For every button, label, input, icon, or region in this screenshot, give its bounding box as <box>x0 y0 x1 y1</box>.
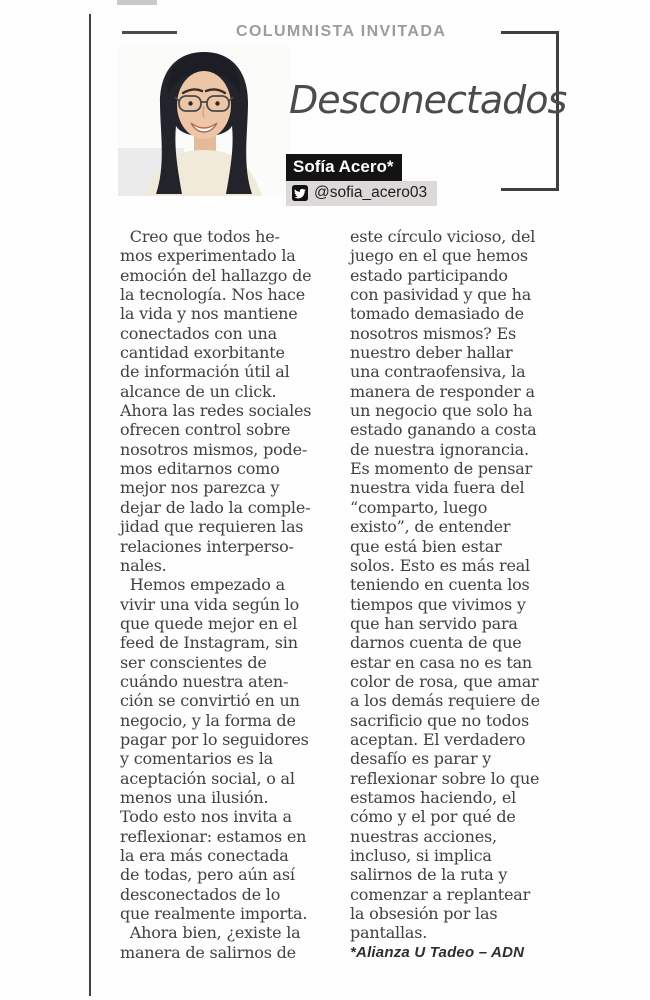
text-line: feed de Instagram, sin <box>120 633 298 653</box>
author-name-bar: Sofía Acero* <box>286 154 402 181</box>
text-line: ción se convirtió en un <box>120 691 300 711</box>
twitter-handle-text: @sofia_acero03 <box>314 184 428 201</box>
article-headline: Desconectados <box>289 78 567 122</box>
text-line: reflexionar sobre lo que <box>350 768 540 788</box>
text-line: que realmente importa. <box>120 904 308 924</box>
text-line: este círculo vicioso, del <box>350 227 536 246</box>
text-line: una contraofensiva, la <box>350 362 526 382</box>
text-line: tiempos que vivimos y <box>350 594 526 614</box>
text-line: solos. Esto es más real <box>350 555 530 575</box>
text-line: incluso, si implica <box>350 846 492 865</box>
text-line: la vida y nos mantiene <box>120 304 298 324</box>
text-line: vivir una vida según lo <box>120 594 300 614</box>
text-line: estar en casa no es tan <box>350 652 533 672</box>
text-line: comenzar a replantear <box>350 884 531 904</box>
twitter-bird-icon <box>292 185 308 201</box>
text-line: manera de responder a <box>350 381 535 401</box>
text-line: Es momento de pensar <box>350 459 533 479</box>
text-line: ser conscientes de <box>120 652 267 672</box>
text-line: que han servido para <box>350 613 518 633</box>
text-line: mejor nos parezca y <box>120 478 280 498</box>
text-line: estado participando <box>350 265 508 285</box>
author-affiliation-credit: *Alianza U Tadeo – ADN <box>350 944 525 961</box>
text-line: alcance de un click. <box>120 381 277 401</box>
text-line: de información útil al <box>120 362 290 382</box>
section-label: COLUMNISTA INVITADA <box>236 23 447 40</box>
text-line: tomado demasiado de <box>350 304 524 324</box>
text-line: pagar por lo seguidores <box>120 729 309 749</box>
text-line: jidad que requieren las <box>120 517 304 537</box>
text-line: nuestro deber hallar <box>350 343 513 363</box>
text-line: pantallas. <box>350 923 428 943</box>
text-line: y comentarios es la <box>120 749 273 769</box>
text-line: mos editarnos como <box>120 459 280 479</box>
text-line: darnos cuenta de que <box>350 633 522 653</box>
header-bracket-bottom <box>501 188 559 191</box>
text-line: Creo que todos he- <box>120 227 280 246</box>
text-line: Todo esto nos invita a <box>120 807 292 827</box>
text-line: a los demás requiere de <box>350 691 540 711</box>
article-column-left <box>120 227 334 962</box>
text-line: desafío es parar y <box>350 749 492 769</box>
text-line: estamos haciendo, el <box>350 787 517 807</box>
text-line: salirnos de la ruta y <box>350 865 508 885</box>
text-line: Hemos empezado a <box>120 575 285 595</box>
text-line: nosotros mismos? Es <box>350 323 517 343</box>
text-line: manera de salirnos de <box>120 942 296 962</box>
text-line: cantidad exorbitante <box>120 343 285 363</box>
text-line: cuándo nuestra aten- <box>120 671 289 691</box>
text-line: de nuestra ignorancia. <box>350 439 529 459</box>
text-line: existo”, de entender <box>350 517 511 537</box>
text-line: aceptación social, o al <box>120 768 295 788</box>
text-line: estado ganando a costa <box>350 420 537 440</box>
left-column-rule <box>89 14 91 996</box>
text-line: la obsesión por las <box>350 904 498 924</box>
text-line: que está bien estar <box>350 536 502 556</box>
page-edge-artifact <box>117 0 157 5</box>
text-line: conectados con una <box>120 323 278 343</box>
text-line: que quede mejor en el <box>120 613 298 633</box>
text-line: ofrecen control sobre <box>120 420 291 440</box>
text-line: un negocio que solo ha <box>350 401 533 421</box>
text-line: reflexionar: estamos en <box>120 826 307 846</box>
portrait-illustration <box>118 44 290 196</box>
text-line: cómo y el por qué de <box>350 807 516 827</box>
text-line: la era más conectada <box>120 846 289 865</box>
text-line: juego en el que hemos <box>350 246 528 266</box>
text-line: Ahora las redes sociales <box>120 401 312 421</box>
text-line: mos experimentado la <box>120 246 296 266</box>
text-line: menos una ilusión. <box>120 787 269 807</box>
header-bracket-top <box>501 31 559 34</box>
text-line: emoción del hallazgo de <box>120 265 312 285</box>
text-line: desconectados de lo <box>120 884 281 904</box>
columnist-portrait-photo <box>118 44 290 196</box>
header-left-dash <box>122 31 177 34</box>
text-line: negocio, y la forma de <box>120 710 296 730</box>
text-line: de todas, pero aún así <box>120 865 295 885</box>
text-line: nuestra vida fuera del <box>350 478 525 498</box>
twitter-handle-bar <box>286 181 437 206</box>
article-column-right <box>350 227 562 943</box>
text-line: teniendo en cuenta los <box>350 575 530 595</box>
text-line: aceptan. El verdadero <box>350 729 526 749</box>
text-line: relaciones interperso- <box>120 536 294 556</box>
text-line: nosotros mismos, pode- <box>120 439 308 459</box>
text-line: la tecnología. Nos hace <box>120 285 305 305</box>
text-line: dejar de lado la comple- <box>120 497 311 517</box>
text-line: nuestras acciones, <box>350 826 497 846</box>
text-line: color de rosa, que amar <box>350 671 539 691</box>
text-line: “comparto, luego <box>350 497 488 517</box>
text-line: sacrificio que no todos <box>350 710 529 730</box>
text-line: con pasividad y que ha <box>350 285 532 305</box>
text-line: Ahora bien, ¿existe la <box>120 923 301 943</box>
text-line: nales. <box>120 555 167 575</box>
